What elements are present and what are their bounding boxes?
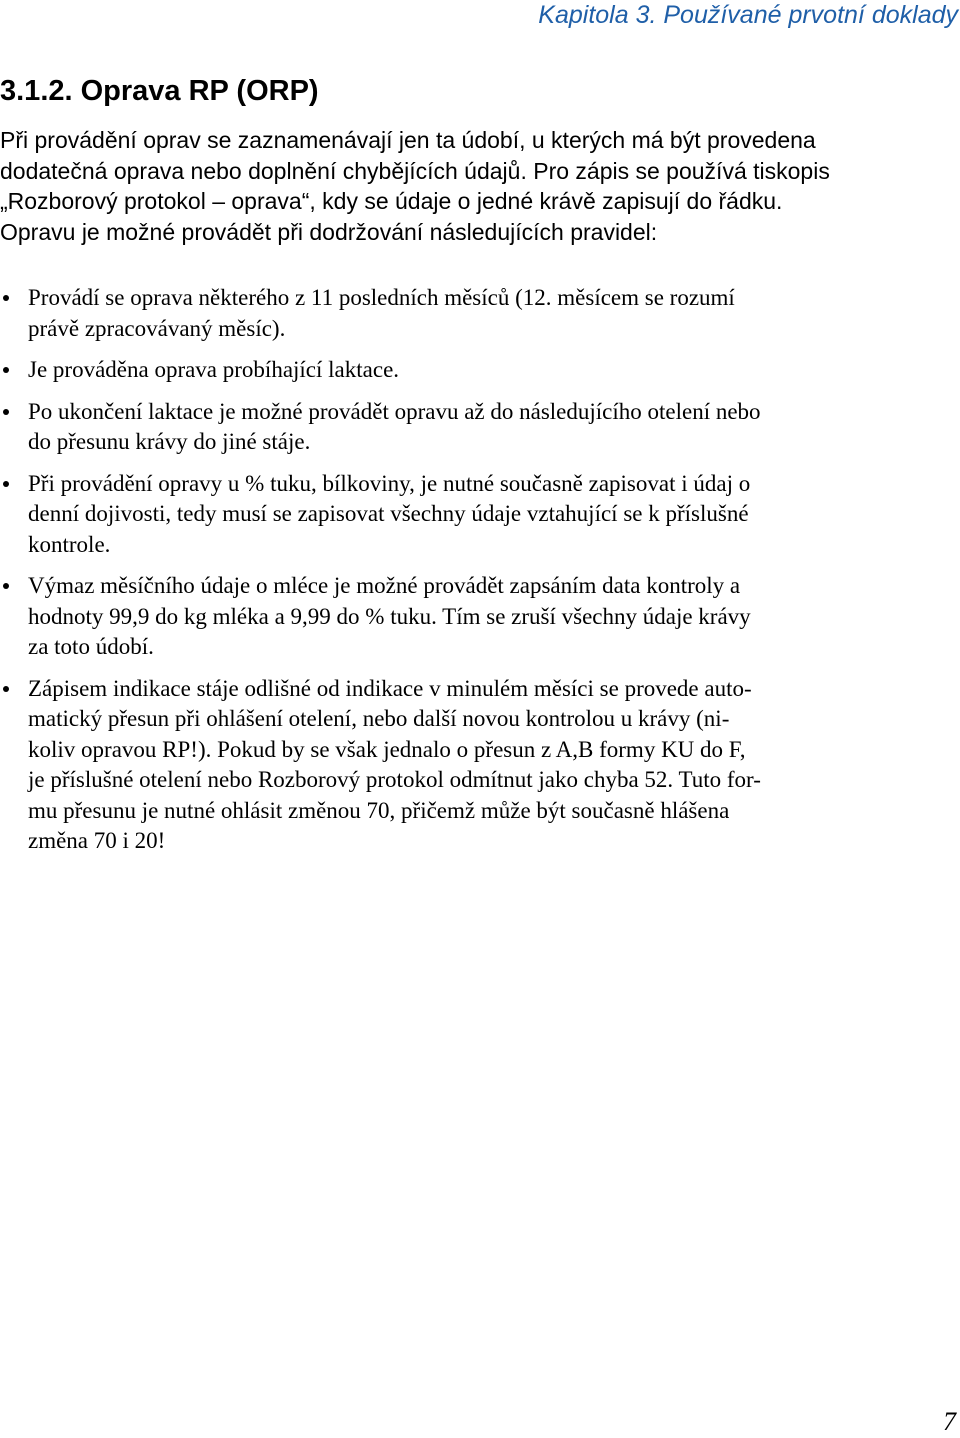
rule-item-6 (0, 674, 960, 857)
bullet-icon (3, 686, 9, 692)
rule-line: Po ukončení laktace je možné provádět opravu až do následujícího otelení nebo (28, 398, 761, 424)
rule-line: za toto údobí. (28, 634, 154, 659)
intro-paragraph (0, 125, 960, 247)
rule-line: denní dojivosti, tedy musí se zapisovat všechny údaje vztahující se k příslušné (28, 501, 749, 526)
rule-line: hodnoty 99,9 do kg mléka a 9,99 do % tuku. Tím se zruší všechny údaje krávy (28, 603, 751, 629)
rule-item-5 (0, 571, 960, 663)
rule-item-4 (0, 469, 960, 561)
intro-line: Opravu je možné provádět při dodržování následujících pravidel: (0, 218, 658, 245)
rule-line: je příslušné otelení nebo Rozborový protokol odmítnut jako chyba 52. Tuto for- (28, 767, 761, 792)
intro-line: Při provádění oprav se zaznamenávají jen ta údobí, u kterých má být provedena (0, 127, 816, 153)
bullet-icon (3, 295, 9, 301)
running-header: Kapitola 3. Používané prvotní doklady (538, 1, 958, 29)
section-heading: 3.1.2. Oprava RP (ORP) (0, 75, 319, 107)
rule-line: Provádí se oprava některého z 11 posledních měsíců (12. měsícem se rozumí (28, 285, 735, 310)
rule-line: právě zpracovávaný měsíc). (28, 315, 286, 341)
bullet-icon (3, 367, 9, 373)
rule-item-2 (0, 355, 960, 386)
rule-line: Je prováděna oprava probíhající laktace. (28, 357, 400, 382)
rule-line: koliv opravou RP!). Pokud by se však jednalo o přesun z A,B formy KU do F, (28, 736, 746, 762)
rule-line: mu přesunu je nutné ohlásit změnou 70, přičemž může být současně hlášena (28, 797, 730, 823)
rule-line: kontrole. (28, 531, 111, 557)
rule-item-3 (0, 397, 960, 458)
bullet-icon (3, 583, 9, 589)
intro-line: „Rozborový protokol – oprava“, kdy se údaje o jedné krávě zapisují do řádku. (0, 188, 783, 214)
rule-line: změna 70 i 20! (28, 828, 166, 853)
bullet-icon (3, 481, 9, 487)
page-number: 7 (943, 1407, 956, 1436)
rule-line: Při provádění opravy u % tuku, bílkoviny, je nutné současně zapisovat i údaj o (28, 470, 751, 496)
rule-line: do přesunu krávy do jiné stáje. (28, 429, 311, 454)
rule-line: Zápisem indikace stáje odlišné od indikace v minulém měsíci se provede auto- (28, 675, 752, 701)
rules-list (0, 283, 960, 868)
intro-line: dodatečná oprava nebo doplnění chybějících údajů. Pro zápis se používá tiskopis (0, 157, 830, 184)
rule-line: Výmaz měsíčního údaje o mléce je možné provádět zapsáním data kontroly a (28, 573, 741, 598)
bullet-icon (3, 409, 9, 415)
rule-line: matický přesun při ohlášení otelení, nebo další novou kontrolou u krávy (ni- (28, 706, 730, 731)
rule-item-1 (0, 283, 960, 344)
